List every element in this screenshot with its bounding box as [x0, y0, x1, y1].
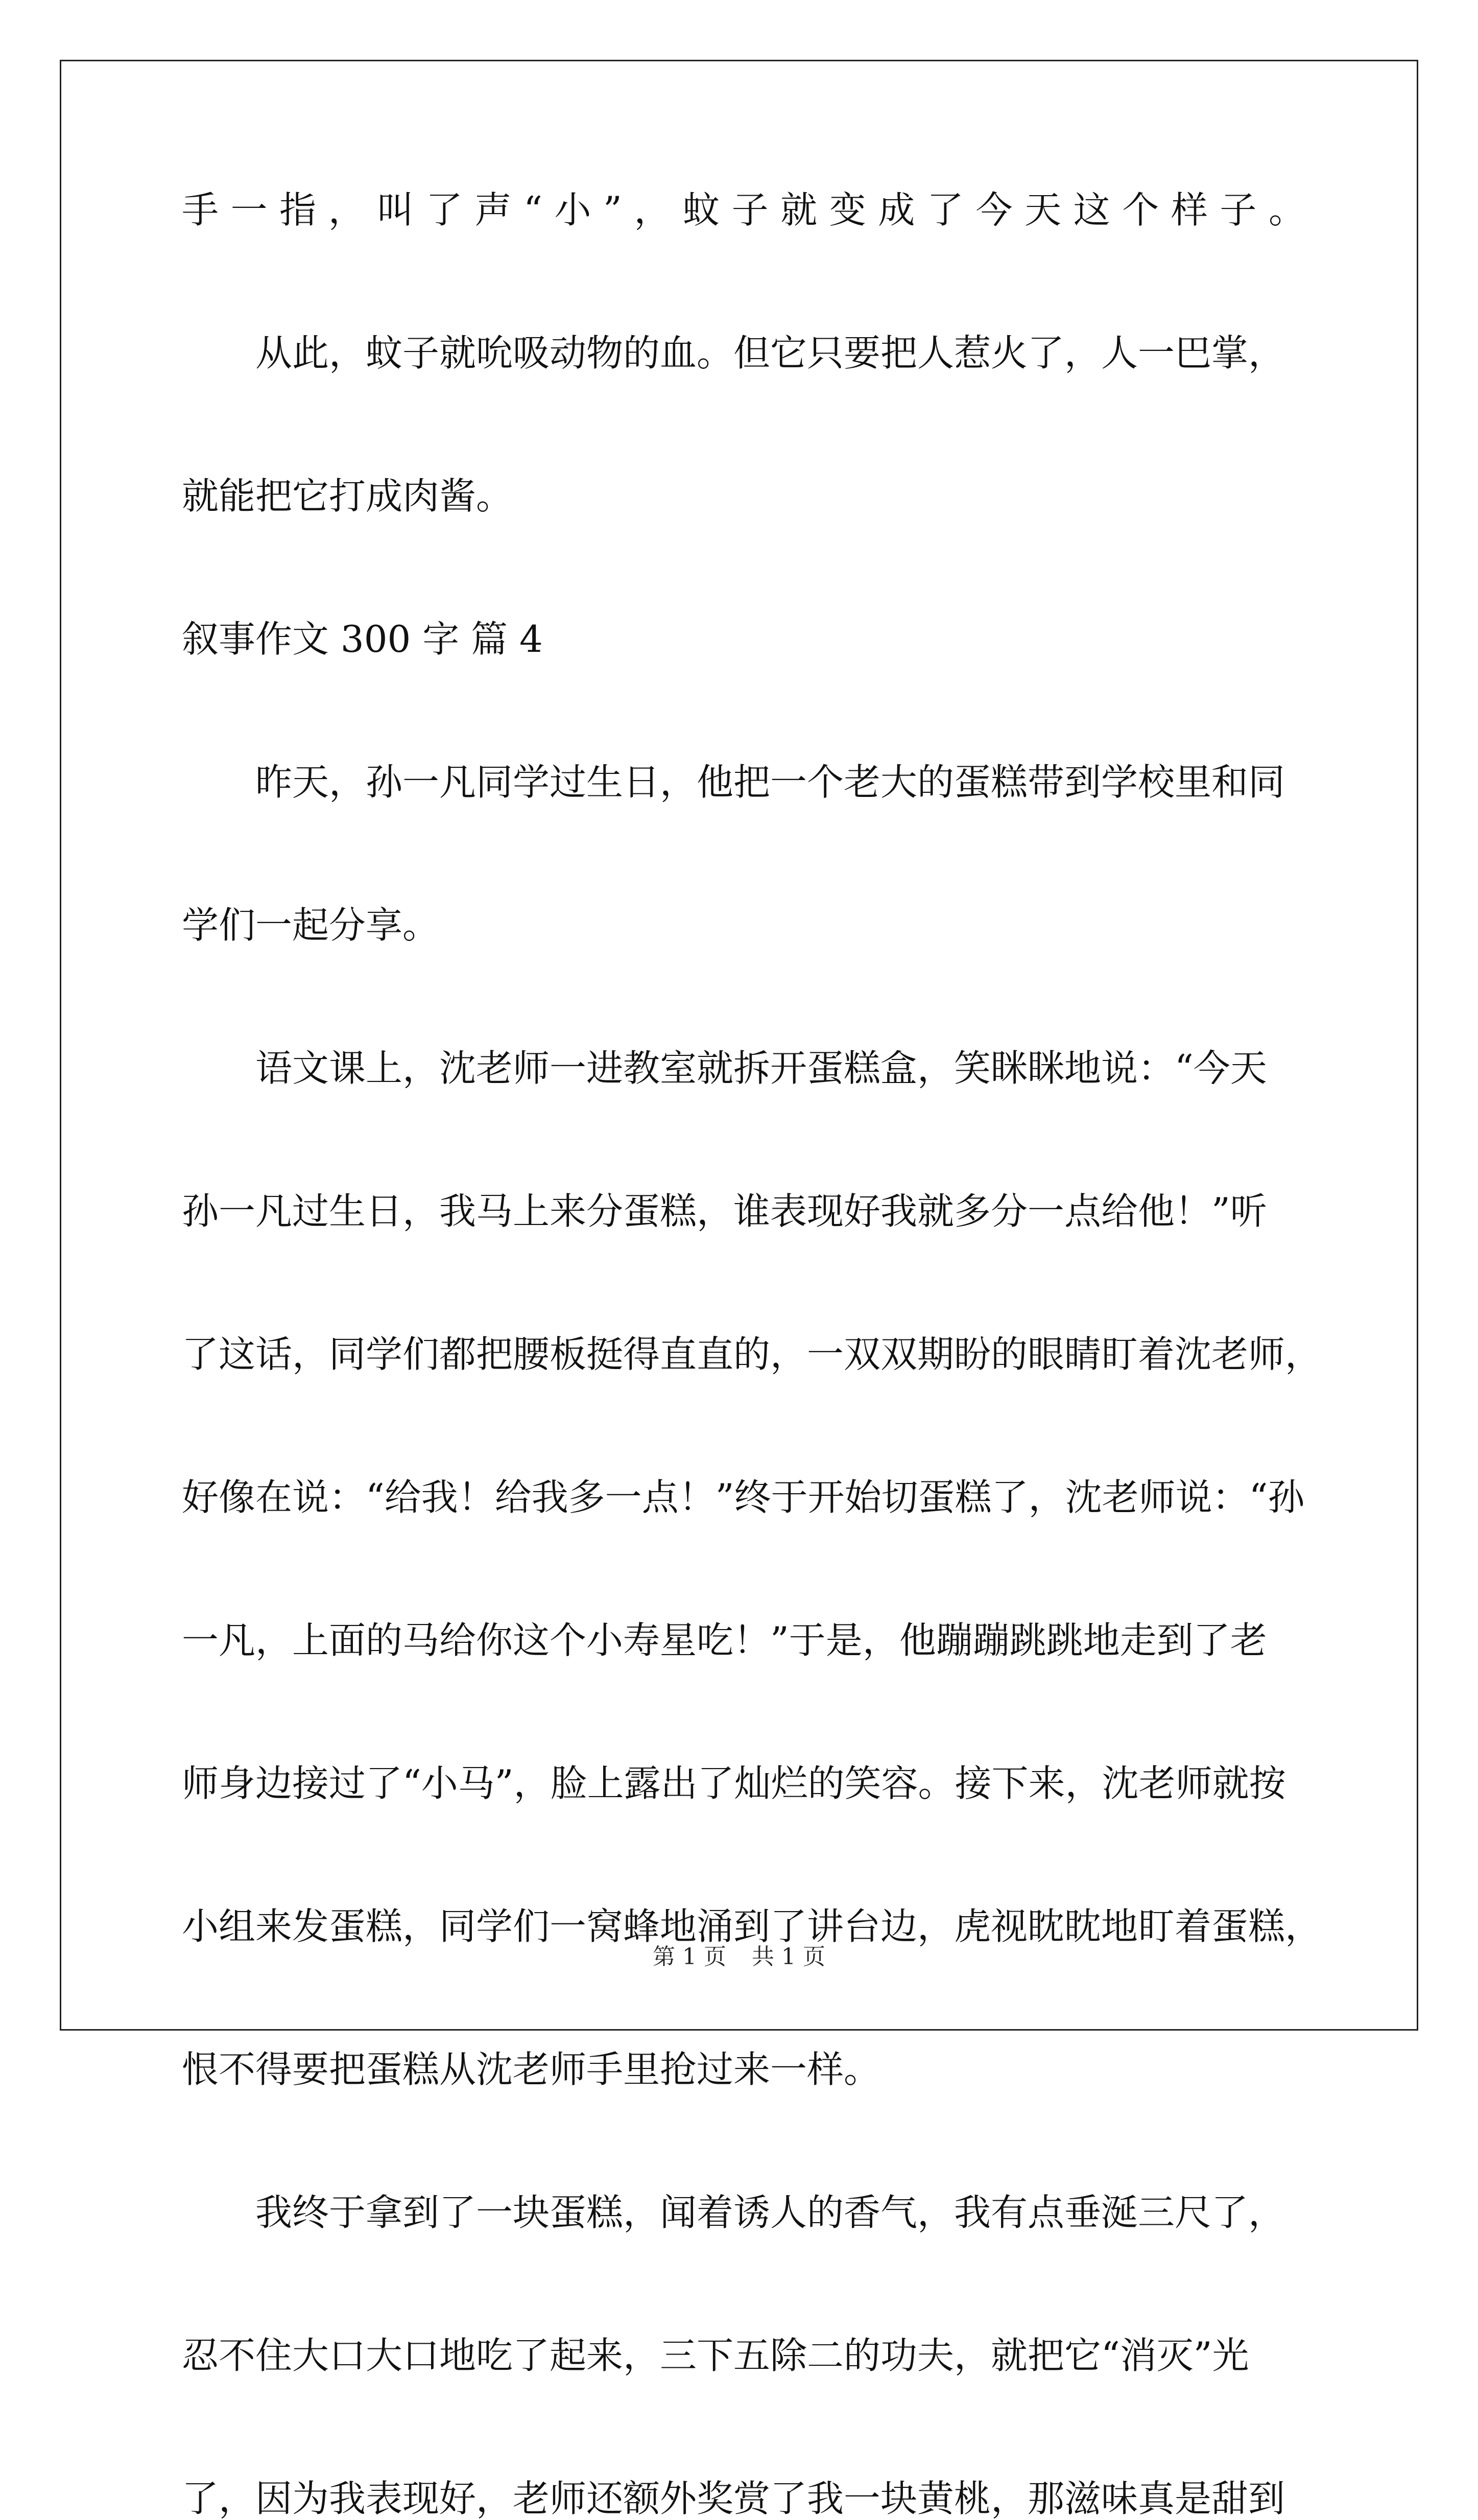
text-line: 师身边接过了“小马”，脸上露出了灿烂的笑容。接下来，沈老师就按 [182, 1762, 1286, 1805]
paragraph-start: 语文课上，沈老师一进教室就拆开蛋糕盒，笑眯眯地说：“今天 [255, 1047, 1267, 1090]
text-line: 孙一凡过生日，我马上来分蛋糕，谁表现好我就多分一点给他！”听 [182, 1190, 1267, 1233]
page-number: 第 1 页 [653, 1944, 726, 1970]
section-heading: 叙事作文 300 字 篇 4 [182, 618, 543, 661]
text-line: 就能把它打成肉酱。 [182, 475, 513, 517]
document-body [182, 189, 1322, 2520]
text-line: 学们一起分享。 [182, 904, 440, 947]
paragraph-start: 昨天，孙一凡同学过生日，他把一个老大的蛋糕带到学校里和同 [255, 761, 1285, 804]
text-line: 了，因为我表现好，老师还额外奖赏了我一块黄桃，那滋味真是甜到 [182, 2477, 1285, 2520]
text-line: 手一指，叫了声“小”，蚊子就变成了今天这个样子。 [182, 189, 1305, 231]
page-total: 共 1 页 [752, 1944, 825, 1970]
text-line: 小组来发蛋糕，同学们一窝蜂地涌到了讲台边，虎视眈眈地盯着蛋糕， [182, 1905, 1322, 1948]
text-line: 好像在说：“给我！给我多一点！”终于开始切蛋糕了，沈老师说：“孙 [182, 1476, 1305, 1519]
paragraph-start: 我终于拿到了一块蛋糕，闻着诱人的香气，我有点垂涎三尺了， [255, 2191, 1285, 2234]
paragraph-start: 从此，蚊子就吮吸动物的血。但它只要把人惹火了，人一巴掌， [255, 332, 1285, 374]
text-line: 忍不住大口大口地吃了起来，三下五除二的功夫，就把它“消灭”光 [182, 2334, 1249, 2377]
text-line: 了这话，同学们都把腰板挺得直直的，一双双期盼的眼睛盯着沈老师， [182, 1333, 1322, 1376]
text-line: 恨不得要把蛋糕从沈老师手里抢过来一样。 [182, 2048, 881, 2091]
text-line: 一凡，上面的马给你这个小寿星吃！”于是，他蹦蹦跳跳地走到了老 [182, 1619, 1267, 1662]
page-footer [0, 1944, 1478, 1970]
